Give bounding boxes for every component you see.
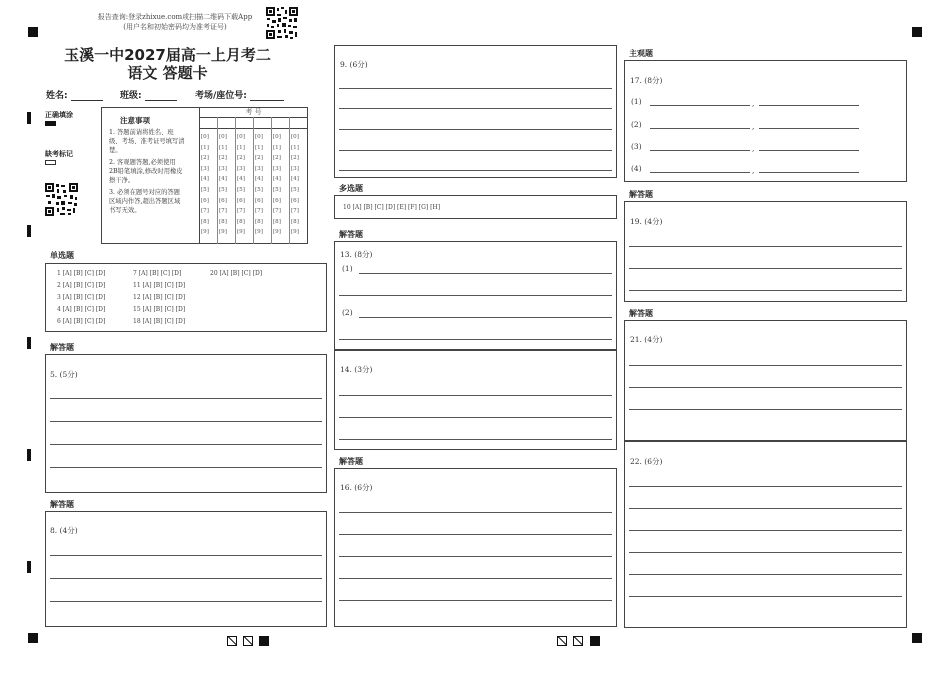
exam-number-digit-bubble[interactable]: [4] (237, 176, 245, 183)
mc-question-18[interactable]: 18 [A] [B] [C] [D] (133, 318, 186, 325)
exam-number-digit-bubble[interactable]: [8] (273, 218, 281, 225)
answer-box-q19 (624, 201, 907, 302)
side-mark (27, 112, 31, 124)
exam-number-digit-bubble[interactable]: [4] (201, 176, 209, 183)
exam-number-digit-bubble[interactable]: [7] (237, 208, 245, 215)
exam-number-digit-bubble[interactable]: [6] (273, 197, 281, 204)
exam-number-column-divider (235, 117, 236, 244)
exam-number-digit-bubble[interactable]: [9] (291, 229, 299, 236)
exam-number-digit-bubble[interactable]: [6] (237, 197, 245, 204)
mc-question-15[interactable]: 15 [A] [B] [C] [D] (133, 306, 186, 313)
answer-line[interactable] (629, 290, 902, 291)
title-line-2: 语文 答题卡 (127, 64, 208, 82)
answer-line[interactable] (50, 578, 322, 579)
side-mark (27, 449, 31, 461)
answer-line[interactable] (339, 88, 612, 89)
notice-item: 2B铅笔填涂,修改时用橡皮 (109, 168, 183, 175)
answer-line[interactable] (759, 105, 859, 106)
exam-number-digit-bubble[interactable]: [0] (237, 134, 245, 140)
answer-line[interactable] (650, 105, 750, 106)
answer-line[interactable] (339, 556, 612, 557)
exam-number-digit-bubble[interactable]: [8] (219, 218, 227, 225)
answer-line[interactable] (629, 365, 902, 366)
answer-section-title: 解答题 (339, 230, 363, 239)
exam-number-digit-bubble[interactable]: [1] (291, 144, 299, 151)
answer-line[interactable] (359, 317, 612, 318)
qr-code-icon (265, 6, 299, 40)
question-8-label: 8. (4分) (50, 526, 78, 535)
answer-line[interactable] (50, 421, 322, 422)
exam-number-digit-bubble[interactable]: [3] (273, 165, 281, 172)
answer-box-q16 (334, 468, 617, 627)
question-17-sub-1: (1) (631, 97, 642, 106)
exam-number-digit-bubble[interactable]: [6] (291, 197, 299, 204)
exam-number-digit-bubble[interactable]: [3] (201, 165, 209, 172)
exam-number-digit-bubble[interactable]: [5] (273, 187, 281, 193)
exam-number-title: 考 号 (245, 108, 262, 116)
exam-number-digit-bubble[interactable]: [2] (219, 155, 227, 162)
notice-item: 楚。 (109, 147, 122, 154)
seat-label: 考场/座位号: (195, 91, 247, 101)
answer-line[interactable] (629, 246, 902, 247)
exam-number-digit-bubble[interactable]: [2] (255, 155, 263, 162)
exam-number-digit-bubble[interactable]: [9] (237, 229, 245, 236)
answer-line[interactable] (50, 601, 322, 602)
answer-line[interactable] (339, 150, 612, 151)
exam-number-digit-bubble[interactable]: [2] (291, 155, 299, 162)
exam-number-digit-bubble[interactable]: [7] (273, 208, 281, 215)
class-field[interactable] (120, 88, 177, 101)
notice-item: 区域内作答,超出答题区域 (109, 198, 181, 205)
exam-number-digit-bubble[interactable]: [3] (255, 165, 263, 172)
answer-line[interactable] (629, 409, 902, 410)
exam-number-digit-bubble[interactable]: [5] (291, 187, 299, 193)
notice-item: 3. 必须在题号对应的答题 (109, 189, 180, 196)
answer-line[interactable] (339, 600, 612, 601)
mc-question-2[interactable]: 2 [A] [B] [C] [D] (57, 282, 106, 289)
exam-number-digit-bubble[interactable]: [1] (201, 144, 209, 151)
question-16-label: 16. (6分) (340, 483, 373, 492)
comma: , (752, 166, 755, 175)
comma: , (752, 144, 755, 153)
note-line-2: (用户名和初始密码均为准考证号) (123, 23, 227, 31)
exam-number-digit-bubble[interactable]: [4] (273, 176, 281, 183)
exam-number-digit-bubble[interactable]: [7] (219, 208, 227, 215)
answer-section-title: 解答题 (629, 190, 653, 199)
exam-number-digit-bubble[interactable]: [4] (291, 176, 299, 183)
answer-box-q8 (45, 511, 327, 627)
answer-line[interactable] (629, 530, 902, 531)
exam-number-digit-bubble[interactable]: [5] (237, 187, 245, 193)
page-marker-hatched (227, 636, 237, 646)
side-mark (27, 561, 31, 573)
registration-mark (912, 633, 922, 643)
notice-item: 级、考场、准考证号填写清 (109, 138, 185, 145)
answer-line[interactable] (629, 596, 902, 597)
title-line-1: 玉溪一中2027届高一上月考二 (64, 46, 271, 64)
notice-item: 擦干净。 (109, 177, 135, 184)
mc-question-7[interactable]: 7 [A] [B] [C] [D] (133, 270, 182, 277)
class-label: 班级: (120, 91, 142, 101)
exam-number-digit-bubble[interactable]: [0] (255, 134, 263, 140)
answer-line[interactable] (629, 552, 902, 553)
exam-number-digit-bubble[interactable]: [8] (255, 218, 263, 225)
answer-box-q21 (624, 320, 907, 441)
answer-line[interactable] (339, 108, 612, 109)
exam-number-digit-bubble[interactable]: [1] (219, 144, 227, 151)
notice-item: 书写无效。 (109, 207, 141, 214)
page-marker-hatched (243, 636, 253, 646)
exam-number-digit-bubble[interactable]: [2] (273, 155, 281, 162)
exam-number-digit-bubble[interactable]: [2] (237, 155, 245, 162)
question-17-sub-3: (3) (631, 142, 642, 151)
answer-line[interactable] (339, 170, 612, 171)
note-line-1: 报告查询:登录zhixue.com或扫描二维码下载App (97, 13, 253, 21)
answer-line[interactable] (50, 398, 322, 399)
question-17-sub-2: (2) (631, 120, 642, 129)
question-21-label: 21. (4分) (630, 335, 663, 344)
page-marker-hatched (573, 636, 583, 646)
question-5-label: 5. (5分) (50, 370, 78, 379)
exam-number-digit-bubble[interactable]: [0] (219, 134, 227, 140)
answer-section-title: 解答题 (50, 500, 74, 509)
answer-line[interactable] (629, 508, 902, 509)
correct-fill-label: 正确填涂 (45, 111, 73, 119)
answer-box-q5 (45, 354, 327, 493)
comma: , (752, 99, 755, 108)
question-13-sub-2: (2) (342, 308, 353, 317)
answer-line[interactable] (339, 512, 612, 513)
question-13-sub-1: (1) (342, 264, 353, 273)
exam-number-column-divider (253, 117, 254, 244)
question-14-label: 14. (3分) (340, 365, 373, 374)
question-17-sub-4: (4) (631, 164, 642, 173)
mc-question-1[interactable]: 1 [A] [B] [C] [D] (57, 270, 106, 277)
side-mark (27, 225, 31, 237)
exam-number-column-divider (217, 117, 218, 244)
qr-code-icon (45, 183, 78, 216)
answer-line[interactable] (759, 150, 859, 151)
answer-line[interactable] (339, 295, 612, 296)
exam-number-digit-bubble[interactable]: [0] (201, 134, 209, 140)
exam-number-digit-bubble[interactable]: [5] (255, 187, 263, 193)
comma: , (752, 122, 755, 131)
seat-field[interactable] (195, 88, 284, 101)
exam-number-digit-bubble[interactable]: [7] (201, 208, 209, 215)
answer-line[interactable] (339, 395, 612, 396)
answer-line[interactable] (339, 578, 612, 579)
answer-line[interactable] (650, 172, 750, 173)
exam-number-digit-bubble[interactable]: [5] (201, 187, 209, 193)
notice-item: 1. 答题前请将姓名、班 (109, 129, 174, 136)
answer-line[interactable] (339, 417, 612, 418)
multi-choice-title: 多选题 (339, 184, 363, 193)
subjective-section-title: 主观题 (629, 49, 653, 58)
exam-number-digit-bubble[interactable]: [0] (291, 134, 299, 140)
question-13-label: 13. (8分) (340, 250, 373, 259)
exam-number-digit-bubble[interactable]: [3] (219, 165, 227, 172)
answer-box-q14 (334, 350, 617, 450)
answer-line[interactable] (50, 555, 322, 556)
exam-number-digit-bubble[interactable]: [3] (237, 165, 245, 172)
exam-number-digit-bubble[interactable]: [9] (219, 229, 227, 236)
answer-section-title: 解答题 (50, 343, 74, 352)
exam-number-digit-bubble[interactable]: [9] (255, 229, 263, 236)
exam-number-column-divider (271, 117, 272, 244)
absent-mark-box[interactable] (45, 160, 56, 165)
answer-section-title: 解答题 (629, 309, 653, 318)
exam-number-digit-bubble[interactable]: [8] (201, 218, 209, 225)
exam-number-digit-bubble[interactable]: [3] (291, 165, 299, 172)
exam-number-digit-bubble[interactable]: [0] (273, 134, 281, 140)
question-19-label: 19. (4分) (630, 217, 663, 226)
mc-question-6[interactable]: 6 [A] [B] [C] [D] (57, 318, 106, 325)
exam-number-digit-bubble[interactable]: [1] (255, 144, 263, 151)
mc-question-10[interactable]: 10 [A] [B] [C] [D] [E] [F] [G] [H] (343, 204, 441, 211)
question-9-label: 9. (6分) (340, 60, 368, 69)
exam-number-digit-bubble[interactable]: [7] (255, 208, 263, 215)
mc-question-11[interactable]: 11 [A] [B] [C] [D] (133, 282, 186, 289)
answer-line[interactable] (759, 172, 859, 173)
exam-number-digit-bubble[interactable]: [4] (255, 176, 263, 183)
mc-question-4[interactable]: 4 [A] [B] [C] [D] (57, 306, 106, 313)
answer-line[interactable] (50, 444, 322, 445)
answer-line[interactable] (339, 339, 612, 340)
exam-number-digit-bubble[interactable]: [8] (291, 218, 299, 225)
name-field[interactable] (46, 88, 103, 101)
exam-number-digit-bubble[interactable]: [7] (291, 208, 299, 215)
answer-box-q17 (624, 60, 907, 182)
exam-number-digit-bubble[interactable]: [6] (201, 197, 209, 204)
exam-title (45, 46, 290, 82)
answer-box-q9 (334, 45, 617, 178)
exam-number-digit-bubble[interactable]: [5] (219, 187, 227, 193)
notice-title: 注意事项 (120, 116, 150, 125)
answer-line[interactable] (339, 439, 612, 440)
page-marker-solid (590, 636, 600, 646)
answer-line[interactable] (339, 534, 612, 535)
page-marker-solid (259, 636, 269, 646)
registration-mark (28, 633, 38, 643)
exam-number-digit-bubble[interactable]: [6] (255, 197, 263, 204)
answer-line[interactable] (629, 486, 902, 487)
exam-number-digit-bubble[interactable]: [4] (219, 176, 227, 183)
single-choice-title: 单选题 (50, 251, 74, 260)
side-mark (27, 337, 31, 349)
name-label: 姓名: (46, 91, 68, 101)
mc-question-20[interactable]: 20 [A] [B] [C] [D] (210, 270, 263, 277)
registration-mark (28, 27, 38, 37)
answer-line[interactable] (650, 128, 750, 129)
absent-mark-label: 缺考标记 (45, 150, 73, 158)
question-22-label: 22. (6分) (630, 457, 663, 466)
answer-section-title: 解答题 (339, 457, 363, 466)
answer-line[interactable] (650, 150, 750, 151)
answer-line[interactable] (629, 574, 902, 575)
mc-question-3[interactable]: 3 [A] [B] [C] [D] (57, 294, 106, 301)
question-17-label: 17. (8分) (630, 76, 663, 85)
exam-number-digit-bubble[interactable]: [2] (201, 155, 209, 162)
answer-line[interactable] (339, 129, 612, 130)
answer-box-q22 (624, 441, 907, 628)
exam-number-digit-bubble[interactable]: [6] (219, 197, 227, 204)
mc-question-12[interactable]: 12 [A] [B] [C] [D] (133, 294, 186, 301)
exam-number-digit-bubble[interactable]: [9] (201, 229, 209, 236)
exam-number-digit-bubble[interactable]: [9] (273, 229, 281, 236)
answer-line[interactable] (629, 387, 902, 388)
exam-number-digit-bubble[interactable]: [1] (273, 144, 281, 151)
registration-mark (912, 27, 922, 37)
notice-item: 2. 客观题答题,必须使用 (109, 159, 176, 166)
answer-line[interactable] (50, 467, 322, 468)
exam-number-digit-bubble[interactable]: [1] (237, 144, 245, 151)
answer-line[interactable] (359, 273, 612, 274)
exam-number-column-divider (289, 117, 290, 244)
exam-number-digit-bubble[interactable]: [8] (237, 218, 245, 225)
answer-line[interactable] (759, 128, 859, 129)
report-query-note (90, 12, 260, 32)
page-marker-hatched (557, 636, 567, 646)
correct-fill-sample (45, 121, 56, 126)
answer-line[interactable] (629, 268, 902, 269)
